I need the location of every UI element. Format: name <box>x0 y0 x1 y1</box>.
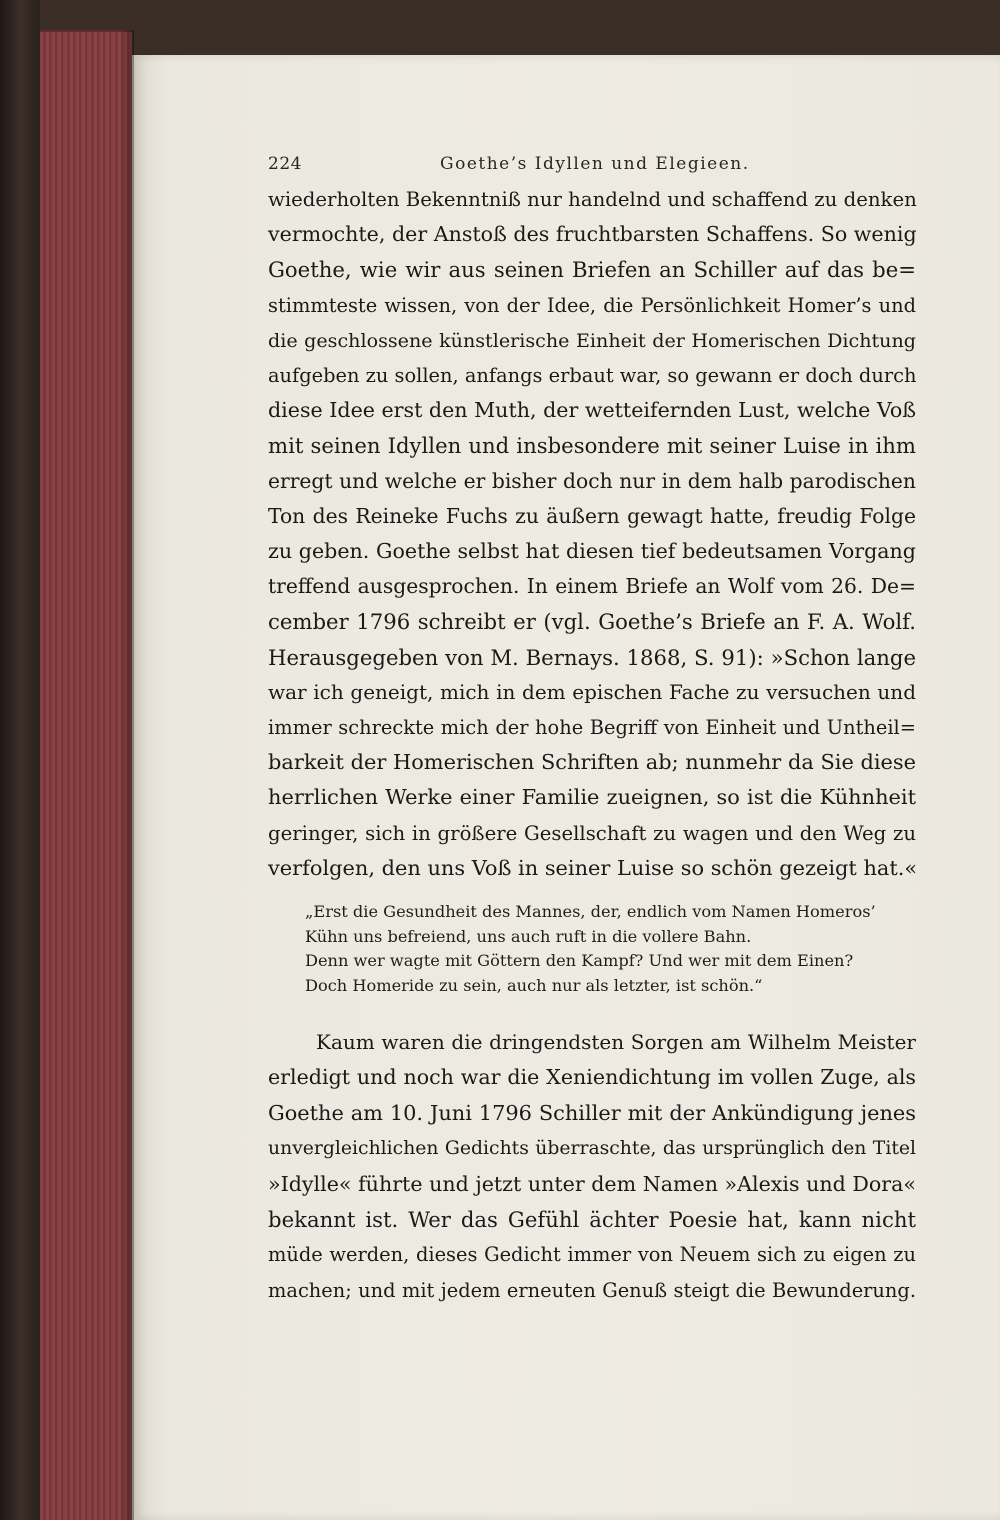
text-line: müde werden, dieses Gedicht immer von Neuem sich zu eigen zu <box>268 1243 916 1267</box>
page-edges <box>40 30 132 1520</box>
verse-line: „Erst die Gesundheit des Mannes, der, endlich vom Namen Homeros’ <box>305 902 876 921</box>
text-line: vermochte, der Anstoß des fruchtbarsten Schaffens. So wenig <box>268 222 917 247</box>
text-line: geringer, sich in größere Gesellschaft zu wagen und den Weg zu <box>268 821 916 845</box>
paragraph-1 <box>268 182 916 886</box>
book-cover-edge <box>0 0 40 1520</box>
text-line: die geschlossene künstlerische Einheit der Homerischen Dichtung <box>268 328 916 352</box>
text-line: wiederholten Bekenntniß nur handelnd und schaffend zu denken <box>268 188 917 211</box>
verse-line: Denn wer wagte mit Göttern den Kampf? Und wer mit dem Einen? <box>305 951 854 971</box>
text-line: Ton des Reineke Fuchs zu äußern gewagt hatte, freudig Folge <box>268 503 916 528</box>
text-line: Kaum waren die dringendsten Sorgen am Wilhelm Meister <box>316 1030 916 1054</box>
text-line: verfolgen, den uns Voß in seiner Luise so schön gezeigt hat.« <box>268 855 918 880</box>
text-line: war ich geneigt, mich in dem epischen Fache zu versuchen und <box>268 679 916 704</box>
text-line: herrlichen Werke einer Familie zueignen, so ist die Kühnheit <box>268 785 916 810</box>
text-line: diese Idee erst den Muth, der wetteifernden Lust, welche Voß <box>268 398 917 423</box>
verse-line: Doch Homeride zu sein, auch nur als letzter, ist schön.“ <box>305 975 763 995</box>
text-line: erregt und welche er bisher doch nur in dem halb parodischen <box>268 468 916 493</box>
text-line: »Idylle« führte und jetzt unter dem Namen »Alexis und Dora« <box>268 1171 916 1196</box>
text-line: unvergleichlichen Gedichts überraschte, das ursprünglich den Titel <box>268 1138 916 1160</box>
page-header <box>268 150 918 178</box>
text-line: Goethe, wie wir aus seinen Briefen an Schiller auf das be= <box>268 257 916 283</box>
text-line: Herausgegeben von M. Bernays. 1868, S. 91): »Schon lange <box>268 644 916 670</box>
text-line: zu geben. Goethe selbst hat diesen tief bedeutsamen Vorgang <box>268 539 916 564</box>
text-line: immer schreckte mich der hohe Begriff von Einheit und Untheil= <box>268 716 916 740</box>
text-line: bekannt ist. Wer das Gefühl ächter Poesie hat, kann nicht <box>268 1207 916 1233</box>
running-head: Goethe’s Idyllen und Elegieen. <box>440 154 750 174</box>
paragraph-2 <box>268 1025 916 1308</box>
verse-line: Kühn uns befreiend, uns auch ruft in die vollere Bahn. <box>305 926 752 946</box>
page-gutter-shadow <box>120 30 134 1520</box>
page-number: 224 <box>268 154 302 174</box>
text-line: stimmteste wissen, von der Idee, die Persönlichkeit Homer’s und <box>268 293 916 317</box>
text-line: Goethe am 10. Juni 1796 Schiller mit der Ankündigung jenes <box>268 1100 916 1125</box>
text-line: treffend ausgesprochen. In einem Briefe an Wolf vom 26. De= <box>268 574 916 599</box>
verse-quote <box>305 900 905 998</box>
text-line: aufgeben zu sollen, anfangs erbaut war, so gewann er doch durch <box>268 364 917 388</box>
text-line: mit seinen Idyllen und insbesondere mit seiner Luise in ihm <box>268 433 916 459</box>
text-line: cember 1796 schreibt er (vgl. Goethe’s Briefe an F. A. Wolf. <box>268 609 916 635</box>
text-line: barkeit der Homerischen Schriften ab; nunmehr da Sie diese <box>268 750 916 775</box>
text-line: machen; und mit jedem erneuten Genuß steigt die Bewunderung. <box>268 1278 916 1302</box>
text-line: erledigt und noch war die Xeniendichtung im vollen Zuge, als <box>268 1065 916 1090</box>
